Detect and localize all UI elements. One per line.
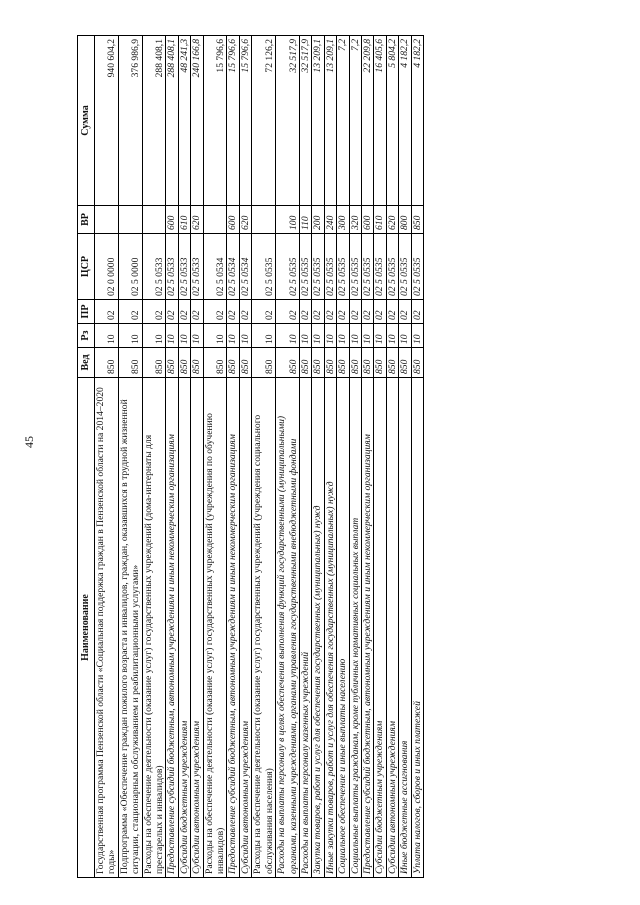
cell-ved: 850 bbox=[95, 348, 119, 378]
table-row bbox=[361, 36, 373, 878]
cell-ved: 850 bbox=[203, 348, 227, 378]
cell-csr: 02 5 0535 bbox=[337, 234, 349, 300]
cell-rz: 10 bbox=[386, 324, 398, 348]
table-row bbox=[324, 36, 336, 878]
cell-pr: 02 bbox=[411, 300, 423, 324]
cell-name: Расходы на обеспечение деятельности (оказание услуг) государственных учреждений (учреждения социального обслуживания населения) bbox=[252, 378, 276, 878]
cell-name: Расходы на обеспечение деятельности (оказание услуг) государственных учреждений (учреждения по обучению инвалидов) bbox=[203, 378, 227, 878]
cell-csr: 02 5 0535 bbox=[386, 234, 398, 300]
cell-ved: 850 bbox=[386, 348, 398, 378]
rotated-table-sheet bbox=[77, 36, 577, 878]
cell-rz: 10 bbox=[227, 324, 239, 348]
cell-ved: 850 bbox=[312, 348, 324, 378]
cell-ved: 850 bbox=[411, 348, 423, 378]
cell-rz: 10 bbox=[191, 324, 203, 348]
cell-sum: 22 209,8 bbox=[361, 36, 373, 206]
cell-sum: 940 604,2 bbox=[95, 36, 119, 206]
table-row bbox=[252, 36, 276, 878]
cell-vr: 600 bbox=[361, 206, 373, 234]
header-vr: ВР bbox=[78, 206, 95, 234]
cell-csr: 02 5 0535 bbox=[349, 234, 361, 300]
table-row bbox=[178, 36, 190, 878]
cell-ved: 850 bbox=[349, 348, 361, 378]
cell-vr bbox=[203, 206, 227, 234]
cell-ved: 850 bbox=[361, 348, 373, 378]
cell-vr: 610 bbox=[178, 206, 190, 234]
cell-vr: 320 bbox=[349, 206, 361, 234]
cell-csr: 02 5 0534 bbox=[239, 234, 251, 300]
cell-name: Социальные выплаты гражданам, кроме публичных нормативных социальных выплат bbox=[349, 378, 361, 878]
cell-pr: 02 bbox=[361, 300, 373, 324]
budget-table bbox=[77, 35, 424, 878]
cell-sum: 48 241,3 bbox=[178, 36, 190, 206]
cell-sum: 32 517,9 bbox=[276, 36, 300, 206]
cell-pr: 02 bbox=[239, 300, 251, 324]
cell-ved: 850 bbox=[324, 348, 336, 378]
cell-rz: 10 bbox=[276, 324, 300, 348]
cell-ved: 850 bbox=[191, 348, 203, 378]
cell-name: Иные бюджетные ассигнования bbox=[399, 378, 411, 878]
cell-csr: 02 5 0534 bbox=[203, 234, 227, 300]
cell-rz: 10 bbox=[349, 324, 361, 348]
cell-rz: 10 bbox=[142, 324, 166, 348]
cell-rz: 10 bbox=[203, 324, 227, 348]
cell-name: Субсидии бюджетным учреждениям bbox=[374, 378, 386, 878]
cell-sum: 72 126,2 bbox=[252, 36, 276, 206]
cell-pr: 02 bbox=[386, 300, 398, 324]
cell-csr: 02 5 0535 bbox=[324, 234, 336, 300]
cell-sum: 13 209,1 bbox=[312, 36, 324, 206]
cell-vr: 620 bbox=[239, 206, 251, 234]
cell-vr: 600 bbox=[227, 206, 239, 234]
cell-rz: 10 bbox=[166, 324, 178, 348]
cell-vr: 620 bbox=[386, 206, 398, 234]
cell-sum: 4 182,2 bbox=[411, 36, 423, 206]
cell-csr: 02 5 0535 bbox=[411, 234, 423, 300]
cell-rz: 10 bbox=[118, 324, 142, 348]
cell-rz: 10 bbox=[411, 324, 423, 348]
cell-name: Государственная программа Пензенской области «Социальная поддержка граждан в Пензенской области на 2014–2020 годы» bbox=[95, 378, 119, 878]
cell-vr: 240 bbox=[324, 206, 336, 234]
cell-ved: 850 bbox=[166, 348, 178, 378]
table-row bbox=[411, 36, 423, 878]
cell-ved: 850 bbox=[142, 348, 166, 378]
cell-rz: 10 bbox=[312, 324, 324, 348]
cell-vr bbox=[252, 206, 276, 234]
cell-ved: 850 bbox=[299, 348, 311, 378]
table-header bbox=[78, 36, 95, 878]
table-row bbox=[239, 36, 251, 878]
cell-sum: 15 796,6 bbox=[227, 36, 239, 206]
cell-csr: 02 5 0535 bbox=[276, 234, 300, 300]
table-row bbox=[276, 36, 300, 878]
cell-sum: 7,2 bbox=[349, 36, 361, 206]
cell-sum: 7,2 bbox=[337, 36, 349, 206]
cell-vr: 110 bbox=[299, 206, 311, 234]
cell-csr: 02 5 0535 bbox=[312, 234, 324, 300]
cell-ved: 850 bbox=[227, 348, 239, 378]
cell-pr: 02 bbox=[95, 300, 119, 324]
cell-name: Субсидии автономным учреждениям bbox=[191, 378, 203, 878]
header-row bbox=[78, 36, 95, 878]
cell-rz: 10 bbox=[299, 324, 311, 348]
cell-pr: 02 bbox=[299, 300, 311, 324]
cell-sum: 376 986,9 bbox=[118, 36, 142, 206]
cell-name: Социальное обеспечение и иные выплаты населению bbox=[337, 378, 349, 878]
cell-vr: 610 bbox=[374, 206, 386, 234]
table-row bbox=[95, 36, 119, 878]
table-row bbox=[337, 36, 349, 878]
table-row bbox=[118, 36, 142, 878]
cell-pr: 02 bbox=[166, 300, 178, 324]
cell-sum: 13 209,1 bbox=[324, 36, 336, 206]
cell-sum: 16 405,6 bbox=[374, 36, 386, 206]
header-rz: Рз bbox=[78, 324, 95, 348]
cell-name: Иные закупки товаров, работ и услуг для обеспечения государственных (муниципальных) нужд bbox=[324, 378, 336, 878]
cell-pr: 02 bbox=[203, 300, 227, 324]
cell-sum: 4 182,2 bbox=[399, 36, 411, 206]
cell-name: Субсидии бюджетным учреждениям bbox=[178, 378, 190, 878]
cell-rz: 10 bbox=[337, 324, 349, 348]
cell-name: Субсидии автономным учреждениям bbox=[386, 378, 398, 878]
cell-csr: 02 5 0000 bbox=[118, 234, 142, 300]
cell-rz: 10 bbox=[178, 324, 190, 348]
cell-name: Закупка товаров, работ и услуг для обеспечения государственных (муниципальных) нужд bbox=[312, 378, 324, 878]
cell-name: Предоставление субсидий бюджетным, автономным учреждениям и иным некоммерческим организациям bbox=[227, 378, 239, 878]
cell-csr: 02 5 0535 bbox=[374, 234, 386, 300]
table-row bbox=[349, 36, 361, 878]
cell-vr: 600 bbox=[166, 206, 178, 234]
cell-rz: 10 bbox=[374, 324, 386, 348]
header-sum: Сумма bbox=[78, 36, 95, 206]
cell-vr bbox=[95, 206, 119, 234]
header-ved: Вед bbox=[78, 348, 95, 378]
cell-name: Расходы на обеспечение деятельности (оказание услуг) государственных учреждений (дома-интернаты для престарелых и инвалидов) bbox=[142, 378, 166, 878]
cell-pr: 02 bbox=[227, 300, 239, 324]
cell-csr: 02 5 0533 bbox=[166, 234, 178, 300]
cell-vr: 620 bbox=[191, 206, 203, 234]
cell-vr bbox=[118, 206, 142, 234]
cell-ved: 850 bbox=[374, 348, 386, 378]
cell-sum: 288 408,1 bbox=[166, 36, 178, 206]
table-row bbox=[142, 36, 166, 878]
cell-csr: 02 5 0535 bbox=[299, 234, 311, 300]
cell-pr: 02 bbox=[118, 300, 142, 324]
cell-vr bbox=[142, 206, 166, 234]
cell-sum: 32 517,9 bbox=[299, 36, 311, 206]
cell-name: Расходы на выплаты персоналу в целях обеспечения выполнения функций государственными (муниципальными) органами, казенными учреждениями, органами управления государственными внебюджетными фондами bbox=[276, 378, 300, 878]
cell-pr: 02 bbox=[349, 300, 361, 324]
table-row bbox=[191, 36, 203, 878]
table-row bbox=[227, 36, 239, 878]
cell-rz: 10 bbox=[324, 324, 336, 348]
header-name: Наименование bbox=[78, 378, 95, 878]
cell-pr: 02 bbox=[324, 300, 336, 324]
cell-csr: 02 5 0535 bbox=[399, 234, 411, 300]
cell-csr: 02 5 0533 bbox=[178, 234, 190, 300]
cell-name: Предоставление субсидий бюджетным, автономным учреждениям и иным некоммерческим организациям bbox=[166, 378, 178, 878]
cell-pr: 02 bbox=[337, 300, 349, 324]
table-row bbox=[203, 36, 227, 878]
cell-ved: 850 bbox=[118, 348, 142, 378]
cell-name: Субсидии автономным учреждениям bbox=[239, 378, 251, 878]
cell-ved: 850 bbox=[399, 348, 411, 378]
cell-pr: 02 bbox=[312, 300, 324, 324]
cell-ved: 850 bbox=[337, 348, 349, 378]
cell-name: Расходы на выплаты персоналу казенных учреждений bbox=[299, 378, 311, 878]
cell-pr: 02 bbox=[252, 300, 276, 324]
cell-csr: 02 5 0535 bbox=[252, 234, 276, 300]
cell-vr: 800 bbox=[399, 206, 411, 234]
cell-name: Предоставление субсидий бюджетным, автономным учреждениям и иным некоммерческим организациям bbox=[361, 378, 373, 878]
cell-pr: 02 bbox=[374, 300, 386, 324]
table-row bbox=[299, 36, 311, 878]
cell-sum: 15 796,6 bbox=[203, 36, 227, 206]
cell-name: Подпрограмма «Обеспечение граждан пожилого возраста и инвалидов, граждан, оказавшихся в трудной жизненной ситуации, стационарным обслуживанием и реабилитационными услугами» bbox=[118, 378, 142, 878]
cell-vr: 300 bbox=[337, 206, 349, 234]
cell-pr: 02 bbox=[191, 300, 203, 324]
cell-sum: 5 804,2 bbox=[386, 36, 398, 206]
cell-sum: 240 166,8 bbox=[191, 36, 203, 206]
cell-csr: 02 5 0533 bbox=[142, 234, 166, 300]
table-row bbox=[374, 36, 386, 878]
cell-ved: 850 bbox=[178, 348, 190, 378]
cell-ved: 850 bbox=[276, 348, 300, 378]
cell-rz: 10 bbox=[252, 324, 276, 348]
cell-csr: 02 0 0000 bbox=[95, 234, 119, 300]
table-body bbox=[95, 36, 424, 878]
cell-rz: 10 bbox=[95, 324, 119, 348]
cell-ved: 850 bbox=[252, 348, 276, 378]
cell-pr: 02 bbox=[178, 300, 190, 324]
cell-csr: 02 5 0534 bbox=[227, 234, 239, 300]
cell-rz: 10 bbox=[399, 324, 411, 348]
table-row bbox=[386, 36, 398, 878]
cell-rz: 10 bbox=[361, 324, 373, 348]
cell-sum: 288 408,1 bbox=[142, 36, 166, 206]
cell-csr: 02 5 0535 bbox=[361, 234, 373, 300]
table-row bbox=[399, 36, 411, 878]
cell-pr: 02 bbox=[142, 300, 166, 324]
cell-vr: 850 bbox=[411, 206, 423, 234]
cell-pr: 02 bbox=[276, 300, 300, 324]
cell-pr: 02 bbox=[399, 300, 411, 324]
table-row bbox=[166, 36, 178, 878]
cell-ved: 850 bbox=[239, 348, 251, 378]
cell-sum: 15 796,6 bbox=[239, 36, 251, 206]
cell-name: Уплата налогов, сборов и иных платежей bbox=[411, 378, 423, 878]
cell-vr: 200 bbox=[312, 206, 324, 234]
cell-vr: 100 bbox=[276, 206, 300, 234]
cell-csr: 02 5 0533 bbox=[191, 234, 203, 300]
cell-rz: 10 bbox=[239, 324, 251, 348]
table-row bbox=[312, 36, 324, 878]
header-pr: ПР bbox=[78, 300, 95, 324]
header-csr: ЦСР bbox=[78, 234, 95, 300]
